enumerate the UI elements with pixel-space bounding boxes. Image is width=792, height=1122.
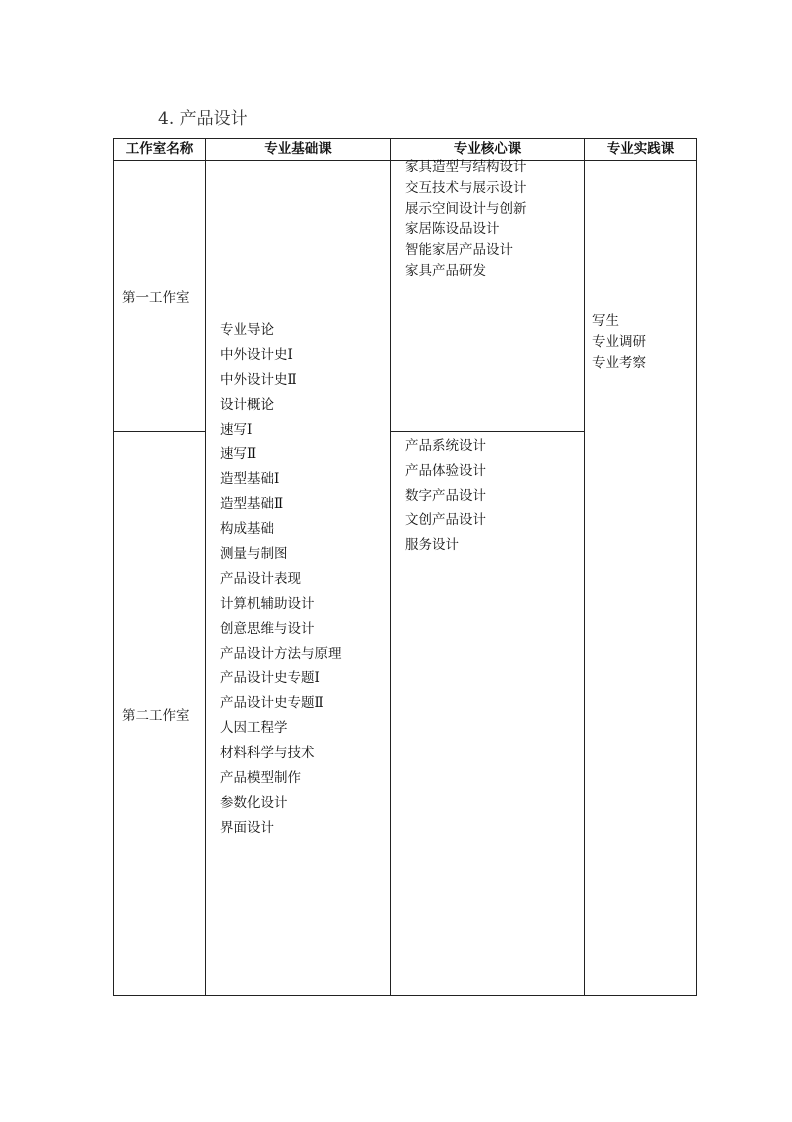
foundation-course-item: 造型基础Ⅰ: [220, 471, 280, 488]
foundation-course-item: 创意思维与设计: [220, 620, 315, 637]
foundation-course-item: 专业导论: [220, 322, 274, 338]
foundation-course-item: 产品设计史专题Ⅱ: [220, 695, 324, 712]
core-course-item: 家具造型与结构设计: [405, 159, 527, 175]
table-row-studio1: [114, 161, 697, 432]
core-course-item: 家具产品研发: [405, 262, 486, 279]
core-courses-cell-2: [391, 432, 585, 996]
practice-course-item: 专业考察: [592, 355, 646, 371]
header-studio-name: 工作室名称: [114, 139, 206, 161]
header-core-courses: 专业核心课: [391, 139, 585, 161]
practice-course-item: 专业调研: [592, 334, 646, 350]
core-course-item: 文创产品设计: [405, 512, 486, 529]
foundation-course-item: 人因工程学: [220, 720, 288, 737]
foundation-course-item: 材料科学与技术: [220, 745, 315, 762]
foundation-course-item: 设计概论: [220, 396, 274, 413]
foundation-course-item: 造型基础Ⅱ: [220, 496, 284, 513]
core-course-item: 家居陈设品设计: [405, 221, 500, 238]
practice-course-item: 写生: [592, 313, 619, 329]
section-heading: 4. 产品设计: [158, 109, 248, 129]
foundation-course-item: 参数化设计: [220, 794, 288, 811]
core-course-item: 服务设计: [405, 537, 459, 554]
core-course-list-2: [391, 432, 584, 558]
core-course-list-1: [391, 157, 584, 282]
foundation-course-item: 产品设计方法与原理: [220, 645, 342, 662]
course-table: [113, 138, 697, 996]
practice-course-list: [585, 161, 696, 374]
foundation-course-item: 产品设计表现: [220, 570, 301, 587]
foundation-course-item: 产品设计史专题Ⅰ: [220, 670, 320, 687]
foundation-course-list: [206, 161, 390, 841]
core-course-item: 数字产品设计: [405, 487, 486, 504]
foundation-courses-cell: [206, 161, 391, 996]
foundation-course-item: 计算机辅助设计: [220, 595, 315, 612]
foundation-course-item: 中外设计史Ⅱ: [220, 371, 297, 388]
foundation-course-item: 界面设计: [220, 819, 274, 836]
foundation-course-item: 产品模型制作: [220, 770, 301, 787]
foundation-course-item: 构成基础: [220, 521, 274, 538]
header-practice-courses: 专业实践课: [585, 139, 697, 161]
foundation-course-item: 测量与制图: [220, 546, 288, 563]
foundation-course-item: 速写Ⅱ: [220, 446, 257, 463]
core-courses-cell-1: [391, 161, 585, 432]
core-course-item: 产品系统设计: [405, 438, 486, 454]
core-course-item: 产品体验设计: [405, 462, 486, 479]
foundation-course-item: 速写Ⅰ: [220, 421, 253, 438]
studio-name-1: 第一工作室: [114, 161, 206, 432]
core-course-item: 智能家居产品设计: [405, 242, 513, 259]
studio-name-2: 第二工作室: [114, 432, 206, 996]
practice-courses-cell: [585, 161, 697, 996]
core-course-item: 交互技术与展示设计: [405, 179, 527, 196]
foundation-course-item: 中外设计史Ⅰ: [220, 346, 293, 363]
core-course-item: 展示空间设计与创新: [405, 200, 527, 217]
header-foundation-courses: 专业基础课: [206, 139, 391, 161]
